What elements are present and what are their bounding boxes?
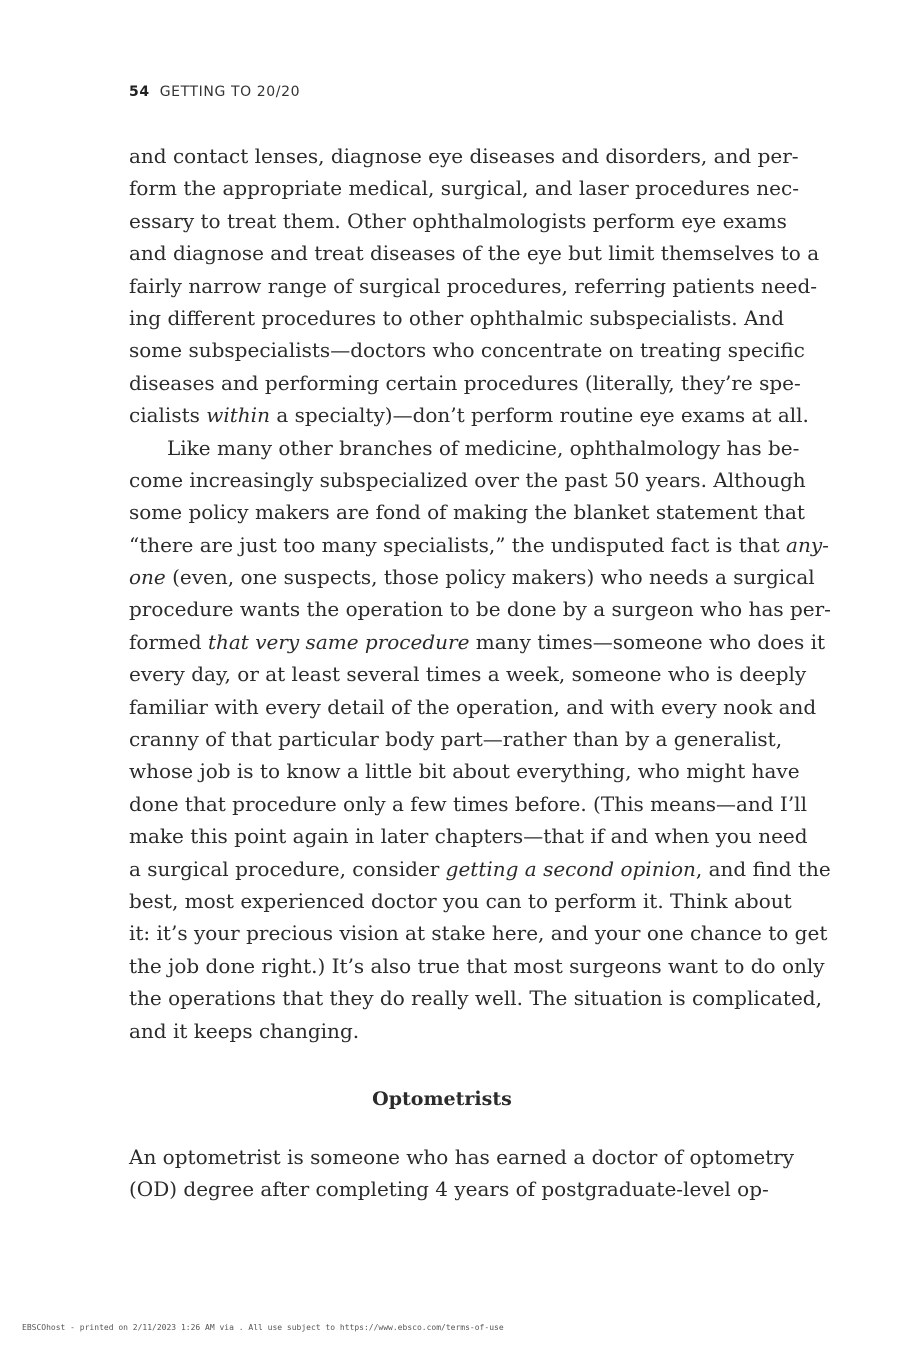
text-line: form the appropriate medical, surgical, and laser procedures nec- <box>129 176 799 201</box>
text-line: “there are just too many specialists,” the undisputed fact is that any- <box>129 532 829 557</box>
text-line: best, most experienced doctor you can to perform it. Think about <box>129 888 792 913</box>
text-line: the operations that they do really well. The situation is complicated, <box>129 986 822 1011</box>
text-line: come increasingly subspecialized over the past 50 years. Although <box>129 467 806 492</box>
text-line: An optometrist is someone who has earned a doctor of optometry <box>129 1145 795 1169</box>
emphasis: any- <box>786 532 829 557</box>
text-line: it: it’s your precious vision at stake here, and your one chance to get <box>129 921 828 946</box>
text-line: every day, or at least several times a week, someone who is deeply <box>129 662 807 687</box>
text-line: (OD) degree after completing 4 years of postgraduate-level op- <box>129 1177 769 1202</box>
text-line: cranny of that particular body part—rather than by a generalist, <box>129 727 783 752</box>
emphasis: within <box>206 403 270 428</box>
section-heading: Optometrists <box>372 1088 512 1110</box>
text-line: a surgical procedure, consider getting a second opinion, and find the <box>129 856 831 881</box>
running-title: GETTING TO 20/20 <box>159 84 301 100</box>
text-line: and diagnose and treat diseases of the eye but limit themselves to a <box>129 241 820 266</box>
emphasis: that very same procedure <box>207 629 470 654</box>
text-line: diseases and performing certain procedures (literally, they’re spe- <box>129 370 801 395</box>
text-line: essary to treat them. Other ophthalmologists perform eye exams <box>129 208 787 233</box>
main-text <box>129 140 831 1047</box>
emphasis: getting a second opinion <box>445 856 696 881</box>
text-line: some subspecialists—doctors who concentrate on treating specific <box>129 338 805 363</box>
text-line: some policy makers are fond of making the blanket statement that <box>129 500 805 525</box>
text-line: cialists within a specialty)—don’t perform routine eye exams at all. <box>129 403 809 428</box>
text-line: whose job is to know a little bit about everything, who might have <box>129 759 800 784</box>
text-line: make this point again in later chapters—that if and when you need <box>129 824 808 849</box>
print-footer: EBSCOhost - printed on 2/11/2023 1:26 AM via . All use subject to https://www.ebsco.com/terms-of-use <box>22 1323 504 1332</box>
text-line: one (even, one suspects, those policy makers) who needs a surgical <box>129 565 815 590</box>
text-line: fairly narrow range of surgical procedures, referring patients need- <box>129 273 818 298</box>
text-line: Like many other branches of medicine, ophthalmology has be- <box>167 435 800 460</box>
text-line: formed that very same procedure many times—someone who does it <box>129 629 826 654</box>
text-line: and it keeps changing. <box>129 1018 360 1043</box>
text-line: and contact lenses, diagnose eye diseases and disorders, and per- <box>129 144 799 168</box>
text-line: ing different procedures to other ophthalmic subspecialists. And <box>129 305 785 330</box>
running-head <box>129 84 300 100</box>
section-text <box>129 1141 795 1206</box>
text-line: procedure wants the operation to be done by a surgeon who has per- <box>129 597 831 622</box>
page-number: 54 <box>129 84 150 100</box>
text-line: the job done right.) It’s also true that most surgeons want to do only <box>129 953 825 978</box>
emphasis: one <box>129 565 166 590</box>
text-line: done that procedure only a few times before. (This means—and I’ll <box>129 791 807 816</box>
text-line: familiar with every detail of the operation, and with every nook and <box>129 694 817 719</box>
